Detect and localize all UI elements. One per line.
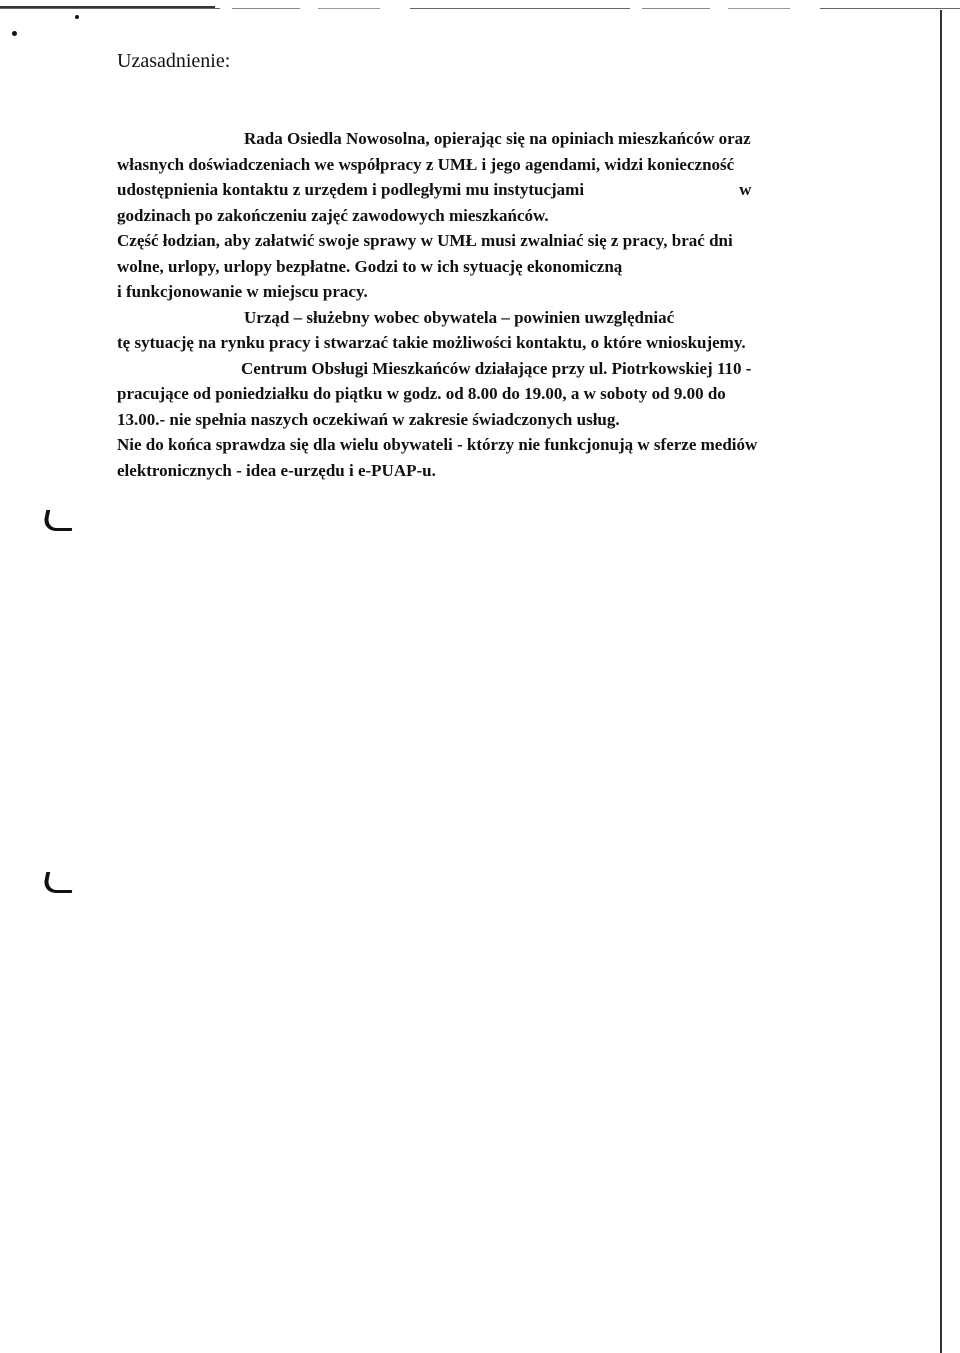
text-line: pracujące od poniedziałku do piątku w godz. od 8.00 do 19.00, a w soboty od 9.00 do <box>117 384 726 403</box>
scan-dot <box>12 31 17 36</box>
text-line: tę sytuację na rynku pracy i stwarzać takie możliwości kontaktu, o które wnioskujemy. <box>117 333 746 352</box>
text-line: godzinach po zakończeniu zajęć zawodowych mieszkańców. <box>117 205 549 225</box>
text-line: elektronicznych - idea e-urzędu i e-PUAP-u. <box>117 460 436 480</box>
text-line: Centrum Obsługi Mieszkańców działające przy ul. Piotrkowskiej 110 - <box>241 358 752 378</box>
scan-edge-line <box>0 8 960 9</box>
text-line <box>117 177 842 203</box>
text-line: i funkcjonowanie w miejscu pracy. <box>117 282 368 301</box>
scan-dot <box>75 15 79 19</box>
text-line: własnych doświadczeniach we współpracy z UMŁ i jego agendami, widzi konieczność <box>117 154 735 174</box>
text-line: Urząd – służebny wobec obywatela – powinien uwzględniać <box>244 307 675 327</box>
text-line: Część łodzian, aby załatwić swoje sprawy w UMŁ musi zwalniać się z pracy, brać dni <box>117 231 733 250</box>
text-line: wolne, urlopy, urlopy bezpłatne. Godzi to w ich sytuację ekonomiczną <box>117 256 623 276</box>
check-mark-icon <box>42 510 76 531</box>
text-line-part: w <box>739 180 752 199</box>
text-line: 13.00.- nie spełnia naszych oczekiwań w zakresie świadczonych usług. <box>117 409 620 429</box>
text-line: Rada Osiedla Nowosolna, opierając się na opiniach mieszkańców oraz <box>244 129 751 148</box>
scan-margin-line <box>940 10 942 1353</box>
check-mark-icon <box>42 872 76 893</box>
document-heading: Uzasadnienie: <box>117 50 231 72</box>
text-line: Nie do końca sprawdza się dla wielu obywateli - którzy nie funkcjonują w sferze mediów <box>117 435 758 454</box>
text-line-part: udostępnienia kontaktu z urzędem i podległymi mu instytucjami <box>117 180 585 199</box>
document-body <box>117 126 842 483</box>
